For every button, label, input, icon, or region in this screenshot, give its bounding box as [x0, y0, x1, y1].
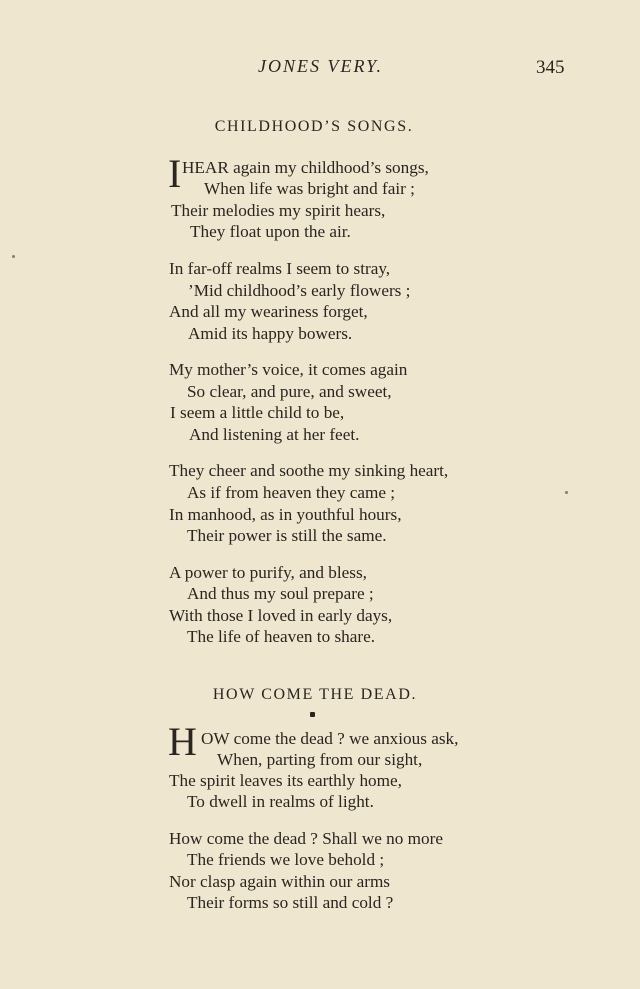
poem-line: And thus my soul prepare ;: [187, 584, 374, 603]
poem-line: When, parting from our sight,: [217, 750, 423, 769]
paper-speck: [565, 491, 568, 494]
poem-line: HEAR again my childhood’s songs,: [182, 158, 429, 177]
drop-cap: I: [168, 151, 182, 196]
ornament: [310, 712, 315, 717]
poem-line: Their power is still the same.: [187, 526, 387, 545]
poem-line: When life was bright and fair ;: [204, 179, 415, 198]
poem-line: Their melodies my spirit hears,: [171, 201, 386, 220]
poem-line: OW come the dead ? we anxious ask,: [201, 729, 459, 748]
poem-title: CHILDHOOD’S SONGS.: [214, 118, 414, 135]
poem-line: They float upon the air.: [190, 222, 351, 241]
drop-cap: H: [168, 719, 197, 764]
poem-line: A power to purify, and bless,: [169, 563, 367, 582]
poem-line: ’Mid childhood’s early flowers ;: [188, 281, 411, 300]
poem-line: In manhood, as in youthful hours,: [169, 505, 402, 524]
poem-line: With those I loved in early days,: [169, 606, 393, 625]
poem-line: To dwell in realms of light.: [187, 792, 374, 811]
poem-line: The life of heaven to share.: [187, 627, 376, 646]
running-title: JONES VERY.: [258, 56, 384, 76]
poem-line: And all my weariness forget,: [169, 302, 368, 321]
poem-line: Amid its happy bowers.: [188, 324, 353, 343]
poem-line: They cheer and soothe my sinking heart,: [169, 461, 449, 480]
poem-line: In far-off realms I seem to stray,: [169, 259, 391, 278]
running-head: [0, 56, 640, 80]
poem-title: HOW COME THE DEAD.: [212, 686, 418, 703]
page-number: 345: [536, 57, 565, 78]
poem-line: How come the dead ? Shall we no more: [169, 829, 443, 848]
poem-line: And listening at her feet.: [189, 425, 360, 444]
paper-speck: [12, 255, 15, 258]
poem-line: The friends we love behold ;: [187, 850, 385, 869]
poem-line: The spirit leaves its earthly home,: [169, 771, 402, 790]
poem-line: Their forms so still and cold ?: [187, 893, 394, 912]
poem-line: As if from heaven they came ;: [187, 483, 396, 502]
poem-line: Nor clasp again within our arms: [169, 872, 390, 891]
poem-line: So clear, and pure, and sweet,: [187, 382, 392, 401]
poem-line: I seem a little child to be,: [170, 403, 345, 422]
poem-line: My mother’s voice, it comes again: [169, 360, 408, 379]
